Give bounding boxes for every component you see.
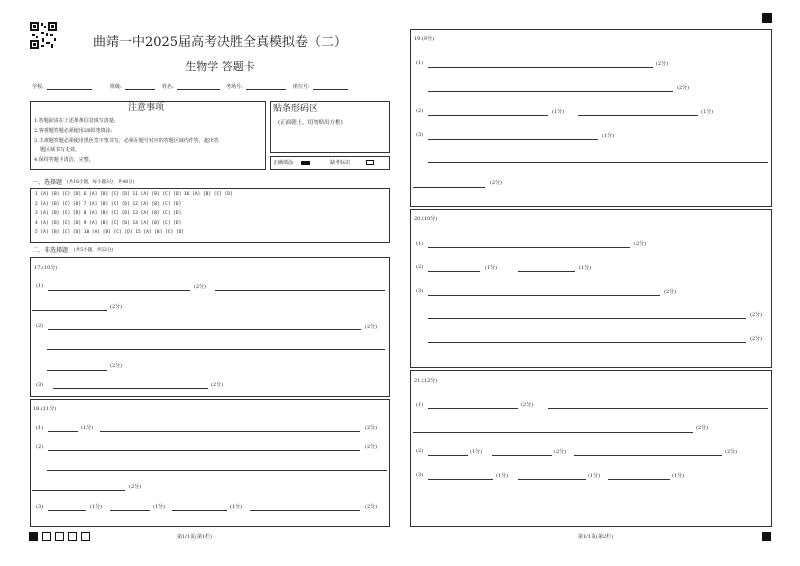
q19-1-score-b: (2分) (677, 85, 690, 91)
field-class-input[interactable] (125, 89, 155, 90)
q17-2-score-c: (2分) (110, 363, 123, 369)
q20-2-score-a: (1分) (485, 265, 498, 271)
q18-1-score-a: (1分) (81, 425, 94, 431)
q21-2-score-a: (1分) (470, 449, 483, 455)
section1-note: (共16小题，每小题3分，共48分) (67, 180, 135, 185)
q20-3-answer-c[interactable] (428, 342, 746, 343)
q21-3-score-b: (1分) (588, 473, 601, 479)
q21-3-answer-a[interactable] (428, 479, 493, 480)
q19-3-answer-b[interactable] (428, 162, 768, 163)
q20-2-answer-a[interactable] (428, 271, 480, 272)
q17-1-label: (1) (36, 283, 44, 289)
q21-title: 21.(12分) (414, 378, 438, 384)
field-school-label: 学校: (32, 84, 44, 90)
q21-3-answer-b[interactable] (518, 479, 586, 480)
barcode-note: (正面朝上，切勿贴出方框) (278, 120, 343, 126)
q21-3-label: (3) (416, 472, 424, 478)
page-subtitle: 生物学 答题卡 (185, 60, 255, 73)
q20-1-label: (1) (416, 241, 424, 247)
q19-1-answer-b[interactable] (428, 91, 673, 92)
q19-3-score-a: (1分) (602, 133, 615, 139)
q21-1-score-c: (2分) (696, 425, 709, 431)
registration-mark-bottom-left (29, 532, 38, 541)
q18-3-answer-a[interactable] (48, 510, 86, 511)
notice-item-2: 2.客观题答题必须使用2B铅笔填涂; (34, 128, 113, 134)
q19-title: 19.(9分) (414, 36, 435, 42)
q17-2-answer-c[interactable] (47, 370, 107, 371)
q20-2-label: (2) (416, 264, 424, 270)
q19-3-answer-c[interactable] (413, 187, 485, 188)
q17-2-label: (2) (36, 323, 44, 329)
q17-2-answer-a[interactable] (48, 329, 361, 330)
q20-2-score-b: (1分) (579, 265, 592, 271)
q18-title: 18.(11分) (33, 406, 57, 412)
q21-2-answer-b[interactable] (492, 455, 552, 456)
q18-3-score-c: (1分) (230, 504, 243, 510)
registration-mark-open-2 (55, 532, 64, 541)
section2-note: (共5小题，共52分) (74, 248, 114, 253)
q18-3-score-d: (2分) (365, 504, 378, 510)
q21-2-label: (2) (416, 448, 424, 454)
q19-2-label: (2) (416, 108, 424, 114)
q18-box (30, 399, 390, 527)
q18-3-answer-c[interactable] (172, 510, 227, 511)
q18-2-label: (2) (36, 444, 44, 450)
q20-2-answer-b[interactable] (518, 271, 575, 272)
q21-3-score-a: (1分) (496, 473, 509, 479)
field-room-input[interactable] (246, 89, 286, 90)
q17-2-score-a: (2分) (365, 324, 378, 330)
choice-row-1[interactable]: 1 [A] [B] [C] [D] 6 [A] [B] [C] [D] 11 [A] [B] [C] [D] 16 [A] [B] [C] [D] (35, 192, 233, 197)
q20-3-answer-b[interactable] (428, 318, 746, 319)
fill-correct-sample (301, 161, 310, 165)
q21-3-score-c: (1分) (672, 473, 685, 479)
q20-1-answer[interactable] (428, 247, 630, 248)
q21-1-answer-a[interactable] (428, 408, 518, 409)
q17-1-score-c: (2分) (110, 304, 123, 310)
q17-3-label: (3) (36, 382, 44, 388)
choice-row-3[interactable]: 3 [A] [B] [C] [D] 8 [A] [B] [C] [D] 13 [A] [B] [C] [D] (35, 211, 182, 216)
field-name-label: 姓名: (162, 84, 174, 90)
registration-mark-open-3 (68, 532, 77, 541)
fill-absent-checkbox[interactable] (366, 160, 374, 165)
q20-3-score-a: (2分) (664, 289, 677, 295)
q19-box (410, 29, 772, 207)
q18-1-label: (1) (36, 425, 44, 431)
choice-row-4[interactable]: 4 [A] [B] [C] [D] 9 [A] [B] [C] [D] 14 [A] [B] [C] [D] (35, 221, 182, 226)
q18-3-answer-d[interactable] (250, 510, 360, 511)
notice-item-4: 4.保持答题卡清洁、完整。 (34, 157, 94, 163)
notice-item-3: 3.主观题答题必须使用黑色签字笔书写，必须在题号对应的答题区域内作答，超出答 (34, 138, 219, 144)
q18-2-score-a: (2分) (365, 444, 378, 450)
q18-3-score-a: (1分) (90, 504, 103, 510)
q17-1-answer-b[interactable] (215, 290, 385, 291)
q19-3-answer-a[interactable] (428, 139, 598, 140)
q19-1-score-a: (2分) (656, 61, 669, 67)
q17-1-answer-c[interactable] (32, 310, 107, 311)
field-seat-input[interactable] (313, 89, 348, 90)
q21-1-score-a: (2分) (521, 402, 534, 408)
q17-3-score: (2分) (211, 382, 224, 388)
q21-2-score-c: (2分) (725, 449, 738, 455)
notice-item-1: 1.答题前请在上述条条信息填写清楚; (34, 118, 116, 124)
q19-2-answer-a[interactable] (428, 115, 548, 116)
q20-3-score-c: (2分) (750, 336, 763, 342)
q19-2-answer-b[interactable] (578, 115, 698, 116)
q17-title: 17.(10分) (34, 265, 58, 271)
q19-3-label: (3) (416, 132, 424, 138)
q20-1-score: (2分) (634, 241, 647, 247)
q20-3-label: (3) (416, 288, 424, 294)
field-room-label: 考场号: (226, 84, 243, 90)
footer-page-right: 第1/1页(第2栏) (578, 534, 614, 540)
q18-2-answer-b[interactable] (47, 470, 387, 471)
notice-heading: 注意事项 (128, 103, 165, 113)
field-school-input[interactable] (47, 89, 92, 90)
q19-1-label: (1) (416, 60, 424, 66)
q19-1-answer-a[interactable] (428, 67, 653, 68)
registration-mark-open-4 (81, 532, 90, 541)
q18-1-score-b: (2分) (365, 425, 378, 431)
q18-2-score-c: (2分) (129, 484, 142, 490)
page-title: 曲靖一中2025届高考决胜全真模拟卷（二） (92, 35, 348, 50)
registration-mark-bottom-right (762, 532, 771, 541)
q19-2-score-a: (1分) (552, 109, 565, 115)
q18-2-answer-c[interactable] (32, 490, 125, 491)
q17-3-answer[interactable] (53, 388, 208, 389)
q21-2-score-b: (2分) (554, 449, 567, 455)
q18-1-answer-a[interactable] (48, 431, 78, 432)
section2-title: 二、非选择题 (32, 247, 69, 254)
q21-box (410, 370, 772, 527)
q20-box (410, 209, 772, 368)
footer-page-left: 第1/1页(第1栏) (177, 534, 213, 540)
registration-mark-top-right (762, 13, 772, 23)
q17-1-answer-a[interactable] (48, 290, 190, 291)
field-class-label: 班级: (110, 84, 122, 90)
q19-2-score-b: (1分) (701, 109, 714, 115)
q21-1-answer-c[interactable] (413, 432, 693, 433)
field-seat-label: 座位号: (293, 84, 310, 90)
q18-2-answer-a[interactable] (48, 450, 360, 451)
fill-absent-label: 缺考标识 (330, 160, 351, 166)
q20-title: 20.(10分) (414, 216, 438, 222)
q20-3-score-b: (2分) (750, 312, 763, 318)
field-name-input[interactable] (177, 89, 220, 90)
choice-row-2[interactable]: 2 [A] [B] [C] [D] 7 [A] [B] [C] [D] 12 [A] [B] [C] [D] (35, 202, 182, 207)
q18-3-label: (3) (36, 504, 44, 510)
fill-correct-label: 正确填涂 (273, 160, 294, 166)
q21-1-label: (1) (416, 402, 424, 408)
choice-row-5[interactable]: 5 [A] [B] [C] [D] 10 [A] [B] [C] [D] 15 [A] [B] [C] [D] (35, 230, 185, 235)
q19-3-score-c: (2分) (490, 180, 503, 186)
q21-3-answer-c[interactable] (608, 479, 670, 480)
q21-2-answer-a[interactable] (428, 455, 468, 456)
notice-item-3-cont: 题区域书写无效。 (40, 147, 81, 153)
q18-3-score-b: (1分) (153, 504, 166, 510)
q17-2-answer-b[interactable] (47, 349, 385, 350)
q20-3-answer-a[interactable] (428, 295, 660, 296)
barcode-heading: 贴条形码区 (273, 104, 319, 114)
section1-title: 一、选择题 (32, 179, 63, 186)
q18-1-answer-b[interactable] (100, 431, 360, 432)
registration-mark-open-1 (42, 532, 51, 541)
q18-3-answer-b[interactable] (110, 510, 150, 511)
q17-box (30, 257, 390, 397)
q21-2-answer-c[interactable] (574, 455, 722, 456)
q17-1-score-a: (2分) (194, 284, 207, 290)
q21-1-answer-b[interactable] (548, 408, 768, 409)
